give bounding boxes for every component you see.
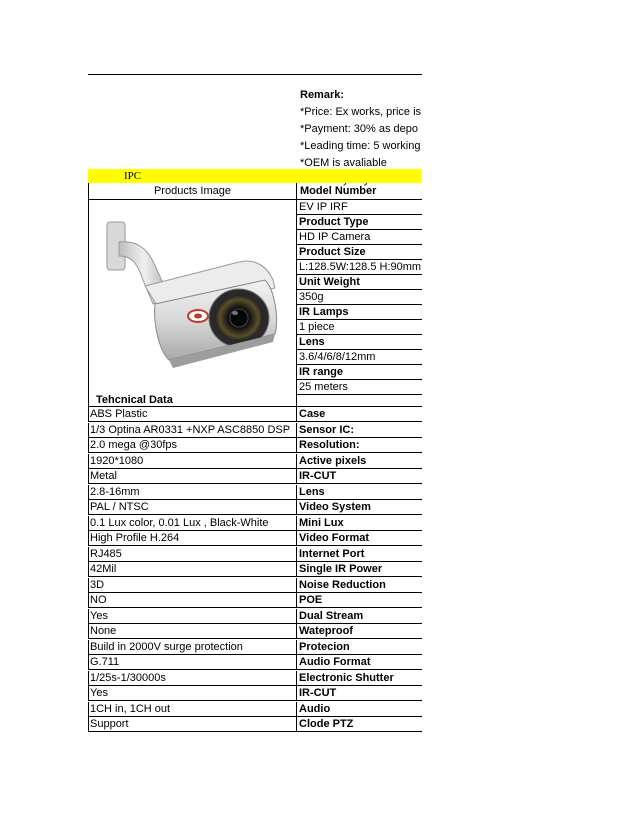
spec-value: 25 meters: [297, 380, 422, 395]
tech-label: Active pixels: [297, 454, 422, 469]
tech-value: Metal: [88, 469, 297, 484]
tech-value: 1/3 Optina AR0331 +NXP ASC8850 DSP: [88, 423, 297, 438]
tech-label: Electronic Shutter: [297, 671, 422, 686]
tech-value: ABS Plastic: [88, 407, 297, 422]
tech-label: Case: [297, 407, 422, 422]
table-row: [88, 423, 422, 438]
products-image-header: Products Image: [88, 183, 297, 200]
tech-label: Mini Lux: [297, 516, 422, 531]
table-row: [88, 407, 422, 422]
tech-value: 2.0 mega @30fps: [88, 438, 297, 453]
table-row: [88, 593, 422, 608]
table-row: [88, 624, 422, 639]
technical-data-header: [88, 393, 422, 407]
top-rule: [88, 74, 422, 75]
tech-value: 0.1 Lux color, 0.01 Lux , Black-White: [88, 516, 297, 531]
remark-line: *Price: Ex works, price is: [300, 106, 422, 118]
spec-value: L:128.5W:128.5 H:90mm: [299, 261, 422, 273]
tech-value: Build in 2000V surge protection: [88, 640, 297, 655]
tech-label: Clode PTZ: [297, 717, 422, 732]
tech-value: Yes: [88, 609, 297, 624]
model-number-header: Model Number: [300, 185, 377, 197]
tech-label: Single IR Power: [297, 562, 422, 577]
tech-value: 42Mil: [88, 562, 297, 577]
tech-label: IR-CUT: [297, 686, 422, 701]
bullet-camera-icon: [89, 200, 296, 393]
table-row: [88, 686, 422, 701]
tech-label: Video Format: [297, 531, 422, 546]
tech-label: Wateproof: [297, 624, 422, 639]
tech-value: G.711: [88, 655, 297, 670]
table-row: [88, 655, 422, 670]
remark-line: *OEM is avaliable: [300, 157, 387, 169]
tech-value: RJ485: [88, 547, 297, 562]
tech-value: Yes: [88, 686, 297, 701]
table-row: [88, 438, 422, 453]
table-row: [88, 609, 422, 624]
remarks-title: Remark:: [300, 89, 345, 101]
tech-value: 2.8-16mm: [88, 485, 297, 500]
section-label: IPC: [124, 170, 142, 182]
tech-label: Lens: [297, 485, 422, 500]
tech-label: Video System: [297, 500, 422, 515]
table-header-row: [88, 183, 422, 200]
tech-label: Resolution:: [297, 438, 422, 453]
technical-data-title: Tehcnical Data: [96, 394, 173, 406]
product-image: [88, 200, 297, 393]
spec-value: EV IP IRF: [297, 200, 422, 215]
spec-value: 1 piece: [297, 320, 422, 335]
spec-label: IR range: [297, 365, 422, 380]
tech-value: NO: [88, 593, 297, 608]
table-row: [88, 485, 422, 500]
table-row: [88, 702, 422, 717]
tech-label: Protecion: [297, 640, 422, 655]
table-row: [88, 454, 422, 469]
spec-value: 350g: [297, 290, 422, 305]
tech-label: Noise Reduction: [297, 578, 422, 593]
tech-value: PAL / NTSC: [88, 500, 297, 515]
tech-value: High Profile H.264: [88, 531, 297, 546]
tech-label: Sensor IC:: [297, 423, 422, 438]
tech-value: 1920*1080: [88, 454, 297, 469]
table-row: [88, 671, 422, 686]
table-row: [88, 562, 422, 577]
spec-label: Lens: [297, 335, 422, 350]
remark-line: *Leading time: 5 working: [300, 140, 421, 152]
spec-label: Unit Weight: [297, 275, 422, 290]
tech-value: 3D: [88, 578, 297, 593]
table-row: [88, 500, 422, 515]
table-row: [88, 578, 422, 593]
table-row: [88, 547, 422, 562]
tech-label: Audio Format: [297, 655, 422, 670]
section-bar: [88, 169, 422, 183]
tech-value: 1CH in, 1CH out: [88, 702, 297, 717]
spec-label: Product Size: [297, 245, 422, 260]
tech-label: POE: [297, 593, 422, 608]
spec-label: Product Type: [297, 215, 422, 230]
spec-value: 3.6/4/6/8/12mm: [297, 350, 422, 365]
table-row: [88, 469, 422, 484]
table-row: [88, 640, 422, 655]
table-row: [88, 531, 422, 546]
tech-label: Audio: [297, 702, 422, 717]
tech-label: Dual Stream: [297, 609, 422, 624]
spec-label: IR Lamps: [297, 305, 422, 320]
table-row: [88, 516, 422, 531]
table-row: [88, 717, 422, 732]
spec-value: HD IP Camera: [297, 230, 422, 245]
tech-label: IR-CUT: [297, 469, 422, 484]
tech-value: Support: [88, 717, 297, 732]
tech-value: None: [88, 624, 297, 639]
tech-label: Internet Port: [297, 547, 422, 562]
tech-value: 1/25s-1/30000s: [88, 671, 297, 686]
remark-line: *Payment: 30% as depo: [300, 123, 419, 135]
